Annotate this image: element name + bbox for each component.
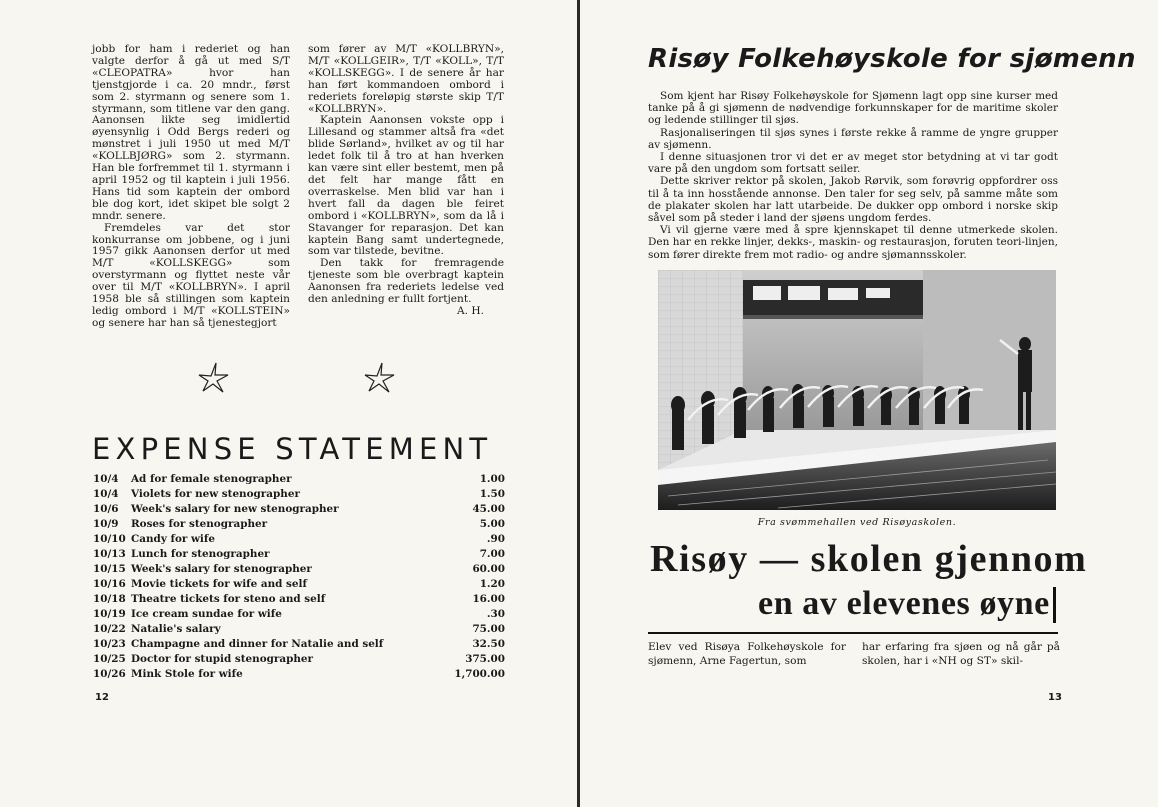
expense-amount: .30 [486, 608, 505, 620]
expense-date: 10/16 [93, 578, 126, 590]
expense-item: Ice cream sundae for wife [131, 608, 282, 620]
headline-line-2: en av elevenes øyne [758, 585, 1050, 622]
expense-date: 10/26 [93, 668, 126, 680]
expense-amount: 5.00 [479, 518, 505, 530]
expense-date: 10/22 [93, 623, 126, 635]
expense-row [93, 502, 505, 517]
expense-row [93, 622, 505, 637]
expense-row [93, 562, 505, 577]
paragraph: Rasjonaliseringen til sjøs synes i første rekke å ramme de yngre grupper av sjømenn. [648, 126, 1058, 151]
expense-statement-title: EXPENSE STATEMENT [92, 432, 493, 466]
expense-item: Doctor for stupid stenographer [131, 653, 314, 665]
expense-amount: .90 [486, 533, 505, 545]
paragraph: Fremdeles var det stor konkurranse om jobbene, og i juni 1957 gikk Aanonsen derfor ut med M/T «KOLLSKEGG» som overstyrmann og flyttet neste vår over til M/T «KOLLBRYN». I april 1958 ble så stillingen som kaptein ledig ombord i M/T «KOLLSTEIN» og senere har han så tjenestegjort [92, 221, 290, 329]
expense-item: Week's salary for stenographer [131, 563, 312, 575]
expense-amount: 1.00 [479, 473, 505, 485]
signature: A. H. [457, 304, 484, 317]
expense-row [93, 667, 505, 682]
expense-amount: 1.50 [479, 488, 505, 500]
expense-item: Ad for female stenographer [131, 473, 292, 485]
expense-date: 10/18 [93, 593, 126, 605]
expense-amount: 375.00 [465, 653, 505, 665]
star-ornament-icon [197, 360, 231, 394]
paragraph: jobb for ham i rederiet og han valgte derfor å gå ut med S/T «CLEOPATRA» hvor han tjenstgjorde i ca. 20 mndr., først som 2. styrmann og senere som 1. styrmann, som titlene var den gang. Aanonsen likte seg imidlertid øyensynlig i Odd Bergs rederi og mønstret i juli 1950 ut med M/T «KOLLBJØRG» som 2. styrmann. Han ble forfremmet til 1. styrmann i april 1952 og til kaptein i juli 1956. Hans tid som kaptein der ombord ble dog kort, idet skipet ble solgt 2 mndr. senere. [92, 43, 290, 222]
story-column-1: Elev ved Risøya Folkehøyskole for sjømenn, Arne Fagertun, som [648, 641, 846, 667]
expense-date: 10/4 [93, 473, 119, 485]
expense-table [93, 472, 505, 682]
expense-row [93, 652, 505, 667]
headline-line-1: Risøy — skolen gjennom [650, 538, 1088, 580]
expense-item: Lunch for stenographer [131, 548, 270, 560]
expense-item: Theatre tickets for steno and self [131, 593, 326, 605]
expense-amount: 75.00 [472, 623, 505, 635]
expense-date: 10/23 [93, 638, 126, 650]
expense-row [93, 517, 505, 532]
expense-date: 10/19 [93, 608, 126, 620]
expense-amount: 32.50 [472, 638, 505, 650]
swimming-hall-photo [658, 270, 1056, 510]
expense-row [93, 607, 505, 622]
photo-caption: Fra svømmehallen ved Risøyaskolen. [757, 517, 957, 528]
expense-item: Roses for stenographer [131, 518, 268, 530]
article-column-1 [92, 44, 290, 330]
expense-amount: 45.00 [472, 503, 505, 515]
expense-row [93, 577, 505, 592]
expense-item: Week's salary for new stenographer [131, 503, 339, 515]
story-column-2: har erfaring fra sjøen og nå går på skolen, har i «NH og ST» skil- [862, 641, 1060, 667]
article-column-2 [308, 44, 504, 318]
page-number: 12 [95, 692, 109, 703]
expense-amount: 16.00 [472, 593, 505, 605]
expense-item: Natalie's salary [131, 623, 221, 635]
article-title: Risøy Folkehøyskole for sjømenn [648, 44, 1136, 74]
page-number: 13 [1048, 692, 1062, 703]
paragraph: Den takk for fremragende tjeneste som ble overbragt kaptein Aanonsen fra rederiets ledelse ved den anledning er fullt fortjent. [308, 257, 504, 306]
paragraph: som fører av M/T «KOLLBRYN», M/T «KOLLGEIR», T/T «KOLL», T/T «KOLLSKEGG». I de senere år har han ført kommandoen ombord i rederiets foreløpig største skip T/T «KOLLBRYN». [308, 43, 504, 115]
expense-date: 10/15 [93, 563, 126, 575]
expense-row [93, 637, 505, 652]
paragraph: I denne situasjonen tror vi det er av meget stor betydning at vi tar godt vare på den ungdom som fortsatt seiler. [648, 151, 1058, 176]
expense-item: Candy for wife [131, 533, 215, 545]
expense-row [93, 532, 505, 547]
expense-date: 10/4 [93, 488, 119, 500]
paragraph: Vi vil gjerne være med å spre kjennskapet til denne utmerkede skolen. Den har en rekke linjer, dekks-, maskin- og restaurasjon, foruten teori-linjen, som fører direkte frem mot radio- og andre sjømannsskoler. [648, 224, 1058, 261]
expense-date: 10/10 [93, 533, 126, 545]
expense-amount: 60.00 [472, 563, 505, 575]
paragraph: Som kjent har Risøy Folkehøyskole for Sjømenn lagt opp sine kurser med tanke på å gi sjømenn de nødvendige forkunnskaper for de maritime skoler og ledende stillinger til sjøs. [648, 90, 1058, 127]
expense-date: 10/25 [93, 653, 126, 665]
expense-date: 10/9 [93, 518, 119, 530]
expense-item: Mink Stole for wife [131, 668, 243, 680]
expense-amount: 1.20 [479, 578, 505, 590]
expense-row [93, 472, 505, 487]
horizontal-rule [648, 632, 1058, 634]
expense-item: Violets for new stenographer [131, 488, 300, 500]
star-ornament-icon [363, 360, 397, 394]
expense-item: Movie tickets for wife and self [131, 578, 307, 590]
headline-bar [1053, 587, 1056, 623]
paragraph: Kaptein Aanonsen vokste opp i Lillesand og stammer altså fra «det blide Sørland», hvilket av og til har ledet folk til å tro at han hverken kan være sint eller bestemt, men på det felt har mange fått en overraskelse. Men blid var han i hvert fall da dagen ble feiret ombord i «KOLLBRYN», som da lå i Stavanger for reparasjon. Det kan kaptein Bang samt undertegnede, som var tilstede, bevitne. [308, 114, 504, 258]
expense-row [93, 487, 505, 502]
intro-text [648, 90, 1058, 261]
expense-amount: 7.00 [479, 548, 505, 560]
expense-row [93, 592, 505, 607]
expense-date: 10/6 [93, 503, 119, 515]
expense-date: 10/13 [93, 548, 126, 560]
expense-amount: 1,700.00 [454, 668, 505, 680]
paragraph: Dette skriver rektor på skolen, Jakob Rørvik, som forøvrig oppfordrer oss til å ta inn hosstående annonse. Den taler for seg selv, på samme måte som de plakater skolen har latt utarbeide. De dukker opp ombord i norske skip såvel som på steder i land der sjøens ungdom ferdes. [648, 175, 1058, 225]
expense-item: Champagne and dinner for Natalie and self [131, 638, 384, 650]
expense-row [93, 547, 505, 562]
